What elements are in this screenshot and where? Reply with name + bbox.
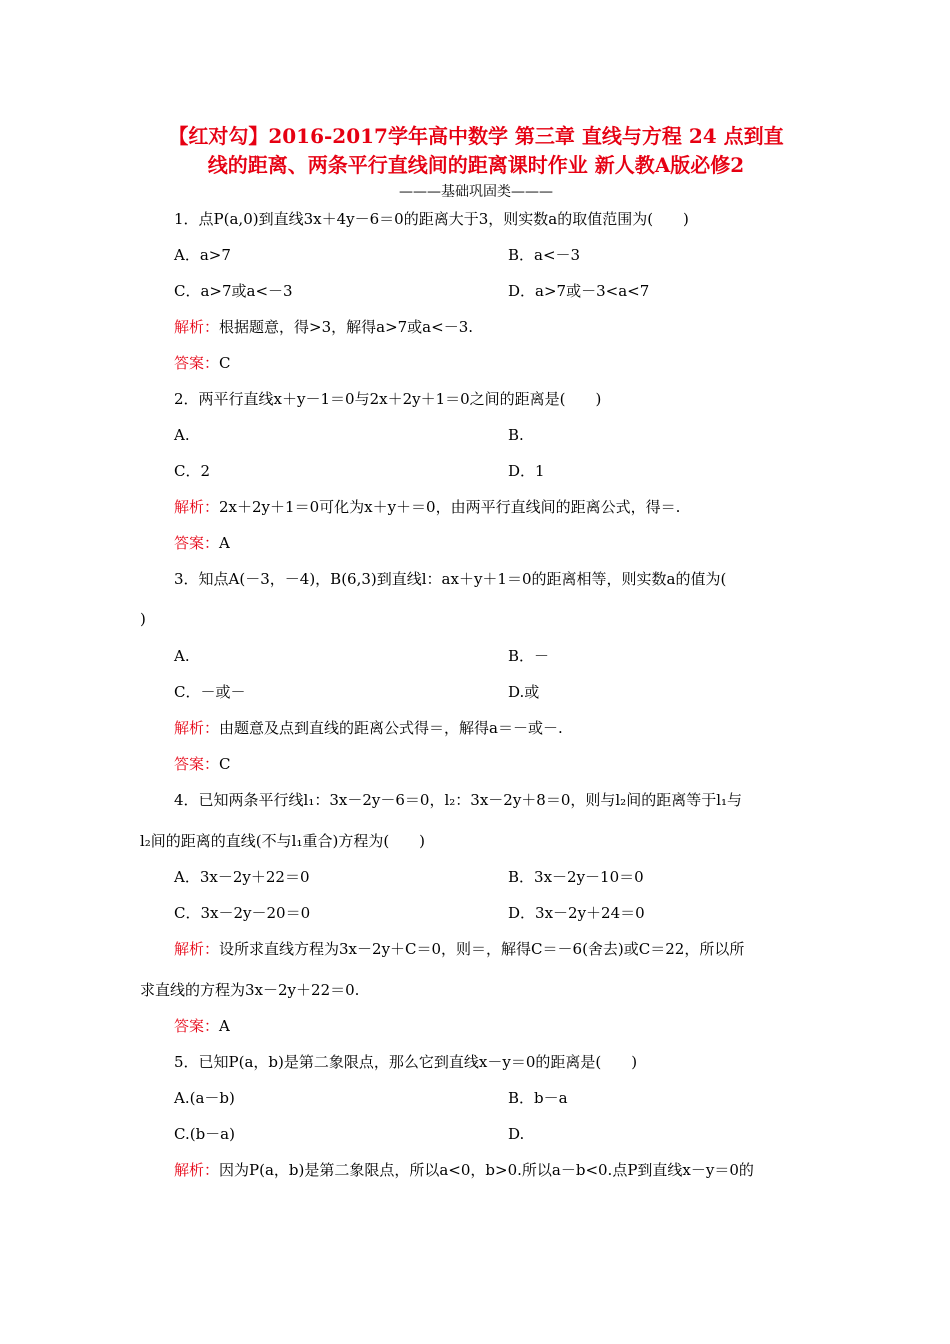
q2-analysis-text: 2x＋2y＋1＝0可化为x＋y＋＝0，由两平行直线间的距离公式，得＝. [219, 498, 681, 516]
q2-option-c: C．2 [174, 462, 211, 480]
q4-option-a: A．3x－2y＋22＝0 [174, 868, 310, 886]
q1-option-d: D．a>7或－3<a<7 [508, 282, 650, 300]
q4-answer-value: A [219, 1017, 230, 1035]
q4-option-b: B．3x－2y－10＝0 [508, 868, 644, 886]
q5-option-d: D. [508, 1125, 525, 1143]
q5-option-c: C.(b－a) [174, 1125, 235, 1143]
section-heading: ———基础巩固类——— [399, 184, 553, 200]
q4-option-c: C．3x－2y－20＝0 [174, 904, 311, 922]
q1-answer-value: C [219, 354, 231, 372]
q5-option-a: A.(a－b) [174, 1089, 235, 1107]
q2-analysis [174, 497, 680, 517]
q1-answer [174, 353, 231, 373]
q4-answer [174, 1016, 230, 1036]
q3-option-c: C．－或－ [174, 683, 246, 701]
q4-option-d: D．3x－2y＋24＝0 [508, 904, 645, 922]
q4-stem-line-1: 4．已知两条平行线l₁：3x－2y－6＝0，l₂：3x－2y＋8＝0，则与l₂间的距离等于l₁与 [174, 791, 743, 809]
q5-analysis-text: 因为P(a，b)是第二象限点，所以a<0，b>0.所以a－b<0.点P到直线x－y＝0的 [219, 1161, 754, 1179]
q2-option-b: B. [508, 426, 524, 444]
q3-stem-line-2: ) [140, 610, 146, 628]
q2-stem: 2．两平行直线x＋y－1＝0与2x＋2y＋1＝0之间的距离是( ) [174, 390, 602, 408]
analysis-label: 解析： [174, 318, 220, 336]
answer-label: 答案： [174, 755, 220, 773]
q5-stem: 5．已知P(a，b)是第二象限点，那么它到直线x－y＝0的距离是( ) [174, 1053, 638, 1071]
q3-option-a: A. [174, 647, 190, 665]
q1-option-c: C．a>7或a<－3 [174, 282, 293, 300]
q3-option-d: D.或 [508, 683, 540, 701]
analysis-label: 解析： [174, 498, 220, 516]
title-line-1: 【红对勾】2016-2017学年高中数学 第三章 直线与方程 24 点到直 [168, 124, 784, 148]
q2-answer [174, 533, 230, 553]
analysis-label: 解析： [174, 1161, 220, 1179]
q4-analysis-line-2: 求直线的方程为3x－2y＋22＝0. [140, 981, 360, 999]
q3-answer-value: C [219, 755, 231, 773]
answer-label: 答案： [174, 354, 220, 372]
q3-option-b: B．－ [508, 647, 550, 665]
analysis-label: 解析： [174, 719, 220, 737]
analysis-label: 解析： [174, 940, 220, 958]
q3-stem-line-1: 3．知点A(－3，－4)，B(6,3)到直线l：ax＋y＋1＝0的距离相等，则实数a的值为( [174, 570, 727, 588]
q3-analysis-text: 由题意及点到直线的距离公式得＝，解得a＝－或－. [219, 719, 563, 737]
q1-analysis [174, 317, 473, 337]
document-title [140, 122, 812, 180]
title-line-2: 线的距离、两条平行直线间的距离课时作业 新人教A版必修2 [207, 153, 745, 177]
q2-option-d: D．1 [508, 462, 545, 480]
q5-analysis [174, 1160, 754, 1180]
q1-analysis-text: 根据题意，得>3，解得a>7或a<－3. [219, 318, 474, 336]
q3-answer [174, 754, 231, 774]
q4-analysis-line-1 [174, 939, 744, 959]
q2-answer-value: A [219, 534, 230, 552]
answer-label: 答案： [174, 1017, 220, 1035]
q4-analysis-text: 设所求直线方程为3x－2y＋C＝0，则＝，解得C＝－6(舍去)或C＝22，所以所 [219, 940, 745, 958]
q3-analysis [174, 718, 563, 738]
q2-option-a: A. [174, 426, 190, 444]
q4-stem-line-2: l₂间的距离的直线(不与l₁重合)方程为( ) [140, 832, 426, 850]
q5-option-b: B．b－a [508, 1089, 568, 1107]
q1-stem: 1．点P(a,0)到直线3x＋4y－6＝0的距离大于3，则实数a的取值范围为( ) [174, 210, 689, 228]
q1-option-b: B．a<－3 [508, 246, 581, 264]
answer-label: 答案： [174, 534, 220, 552]
q1-option-a: A．a>7 [174, 246, 231, 264]
